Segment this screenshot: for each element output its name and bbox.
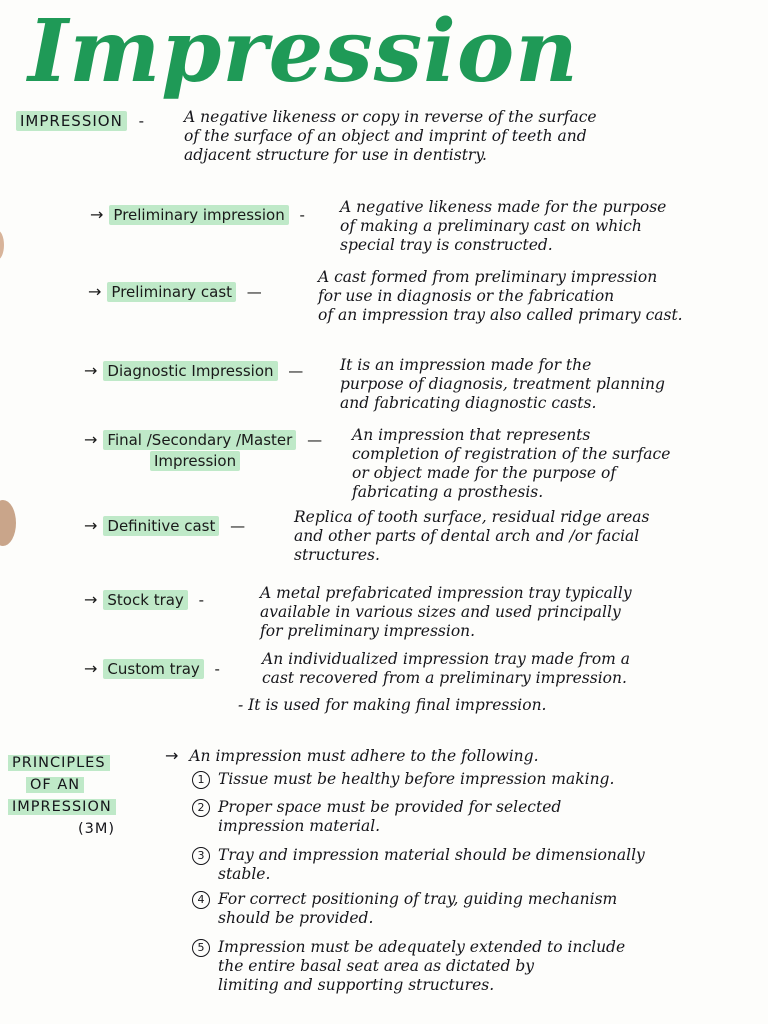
term-dash: —	[288, 362, 304, 380]
principles-sub: (3M)	[78, 821, 116, 837]
definition-line: A negative likeness made for the purpose	[340, 198, 667, 216]
definition-line: or object made for the purpose of	[352, 464, 617, 482]
number-icon: 2	[192, 799, 210, 817]
number-icon: 5	[192, 939, 210, 957]
impression-term-label: IMPRESSION	[16, 111, 127, 131]
definition-line: A metal prefabricated impression tray typically	[260, 584, 632, 602]
arrow-icon: →	[84, 659, 98, 678]
principles-lead	[165, 746, 539, 765]
principle-text: Tray and impression material should be dimensionally	[218, 846, 645, 864]
principles-label-line	[8, 796, 154, 818]
principle-line	[192, 938, 625, 957]
principle-text: For correct positioning of tray, guiding mechanism	[218, 890, 618, 908]
term-diagnostic-impression	[84, 361, 303, 380]
principles-label-text: IMPRESSION	[8, 799, 116, 815]
term-preliminary-cast	[88, 282, 262, 301]
number-icon: 1	[192, 771, 210, 789]
definition-line: for preliminary impression.	[260, 622, 476, 640]
definition-line: structures.	[294, 546, 380, 564]
principle-text: Impression must be adequately extended to include	[218, 938, 626, 956]
definition-line: cast recovered from a preliminary impression.	[262, 669, 627, 687]
definition-line: - It is used for making final impression.	[238, 696, 547, 714]
principles-label-text: OF AN	[26, 777, 84, 793]
impression-definition	[184, 108, 597, 165]
principle-line: impression material.	[218, 817, 381, 835]
principle-text: Tissue must be healthy before impression making.	[218, 770, 615, 788]
arrow-icon: →	[165, 746, 179, 765]
arrow-icon: →	[88, 282, 102, 301]
term-definition	[352, 426, 670, 502]
term-label: Diagnostic Impression	[103, 361, 277, 381]
definition-line: adjacent structure for use in dentistry.	[184, 146, 487, 164]
definition-line: and other parts of dental arch and /or facial	[294, 527, 640, 545]
term-dash: —	[246, 283, 262, 301]
term-label: Stock tray	[103, 590, 187, 610]
definition-line: of an impression tray also called primary cast.	[318, 306, 683, 324]
principle-line: limiting and supporting structures.	[218, 976, 495, 994]
thumb-finger	[0, 500, 16, 546]
term-definition	[318, 268, 683, 325]
principles-label-text: PRINCIPLES	[8, 755, 110, 771]
principle-line: the entire basal seat area as dictated by	[218, 957, 535, 975]
principle-line: stable.	[218, 865, 271, 883]
finger-edge	[0, 230, 4, 260]
definition-line: An impression that represents	[352, 426, 591, 444]
term-definition	[238, 650, 631, 715]
term-stock-tray	[84, 590, 204, 609]
definition-line: A cast formed from preliminary impression	[318, 268, 658, 286]
term-label: Definitive cast	[103, 516, 219, 536]
principle-line	[192, 770, 614, 789]
term-label: Preliminary impression	[109, 205, 288, 225]
number-icon: 3	[192, 847, 210, 865]
term-preliminary-impression	[90, 205, 305, 224]
page-title: Impression	[28, 1, 579, 102]
principle-line: should be provided.	[218, 909, 374, 927]
definition-line: A negative likeness or copy in reverse of the surface	[184, 108, 597, 126]
principles-lead-text: An impression must adhere to the following.	[189, 747, 539, 765]
term-definition	[340, 356, 665, 413]
term-custom-tray	[84, 659, 220, 678]
impression-term	[16, 112, 145, 130]
definition-line: An individualized impression tray made from a	[262, 650, 631, 668]
term-final-impression-line2	[150, 452, 240, 470]
arrow-icon: →	[84, 516, 98, 535]
principle-text: Proper space must be provided for selected	[218, 798, 562, 816]
term-dash: —	[230, 517, 246, 535]
term-definition	[294, 508, 649, 565]
arrow-icon: →	[84, 361, 98, 380]
principles-label	[8, 752, 154, 840]
arrow-icon: →	[90, 205, 104, 224]
term-label: Impression	[150, 451, 240, 471]
principle-item	[192, 890, 617, 928]
term-final-impression	[84, 430, 322, 449]
definition-line: available in various sizes and used principally	[260, 603, 621, 621]
definition-line: of making a preliminary cast on which	[340, 217, 642, 235]
principle-line	[192, 890, 617, 909]
definition-line: purpose of diagnosis, treatment planning	[340, 375, 665, 393]
definition-line: fabricating a prosthesis.	[352, 483, 544, 501]
definition-line: special tray is constructed.	[340, 236, 553, 254]
arrow-icon: →	[84, 590, 98, 609]
term-dash: -	[299, 206, 305, 224]
impression-term-dash: -	[138, 112, 146, 130]
term-dash: -	[214, 660, 220, 678]
principles-label-line	[8, 774, 154, 796]
principle-line	[192, 846, 645, 865]
definition-line: completion of registration of the surface	[352, 445, 671, 463]
term-label: Final /Secondary /Master	[103, 430, 296, 450]
definition-line: and fabricating diagnostic casts.	[340, 394, 597, 412]
arrow-icon: →	[84, 430, 98, 449]
definition-line: It is an impression made for the	[340, 356, 592, 374]
principle-line	[192, 798, 561, 817]
principles-label-line	[8, 752, 154, 774]
term-definitive-cast	[84, 516, 245, 535]
term-label: Custom tray	[103, 659, 203, 679]
term-label: Preliminary cast	[107, 282, 236, 302]
number-icon: 4	[192, 891, 210, 909]
definition-line: Replica of tooth surface, residual ridge areas	[294, 508, 650, 526]
term-dash: -	[198, 591, 205, 609]
principle-item	[192, 798, 561, 836]
term-definition	[260, 584, 632, 641]
principle-item	[192, 846, 645, 884]
definition-line: for use in diagnosis or the fabrication	[318, 287, 615, 305]
principle-item	[192, 938, 625, 995]
term-definition	[340, 198, 666, 255]
term-dash: —	[307, 431, 323, 449]
principle-item	[192, 770, 614, 789]
definition-line: of the surface of an object and imprint of teeth and	[184, 127, 587, 145]
